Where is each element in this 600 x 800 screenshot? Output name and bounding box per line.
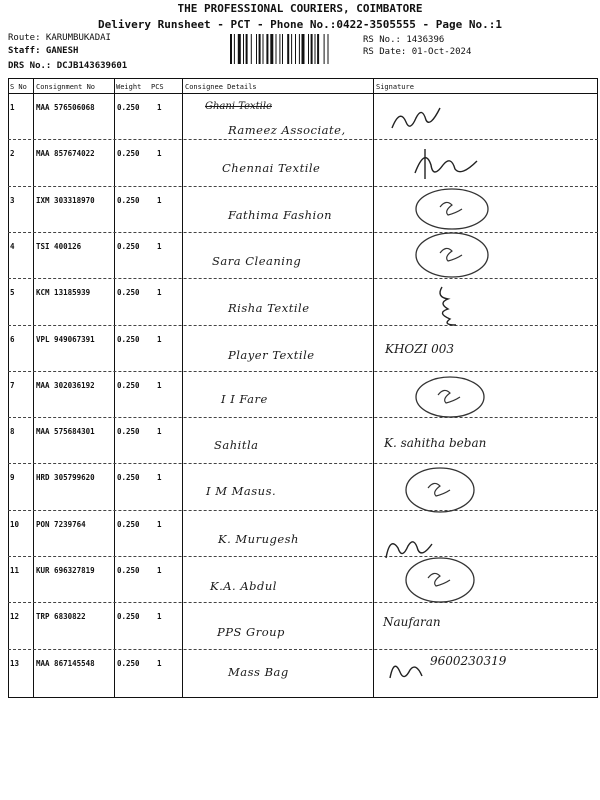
column-divider xyxy=(114,79,115,698)
row-consignee: Chennai Textile xyxy=(222,161,321,176)
column-divider xyxy=(373,79,374,698)
staff-label: Staff: GANESH xyxy=(8,46,79,56)
row-weight: 0.250 xyxy=(117,103,140,112)
row-sno: 2 xyxy=(10,149,15,159)
route-label: Route: KARUMBUKADAI xyxy=(8,33,111,43)
row-divider xyxy=(8,371,598,372)
row-weight: 0.250 xyxy=(117,380,140,390)
row-pcs: 1 xyxy=(157,334,162,344)
row-weight: 0.250 xyxy=(117,658,140,668)
row-divider xyxy=(8,649,598,650)
row-divider xyxy=(8,186,598,187)
signature-stamp xyxy=(402,554,478,606)
row-pcs: 1 xyxy=(157,241,162,251)
row-consignment-no: TRP 6830822 xyxy=(36,612,86,622)
row-divider xyxy=(8,139,598,140)
row-consignment-no: MAA 575684301 xyxy=(36,427,95,437)
row-consignee: Mass Bag xyxy=(228,664,289,679)
signature-stamp xyxy=(402,464,478,516)
column-header-signature: Signature xyxy=(376,83,414,91)
signature-stamp xyxy=(412,229,492,281)
row-consignee: Sahitla xyxy=(214,438,259,453)
row-sno: 3 xyxy=(10,195,15,205)
row-signature: Naufaran xyxy=(383,615,441,630)
row-consignment-no: KUR 696327819 xyxy=(36,566,95,575)
barcode xyxy=(230,34,356,64)
row-weight: 0.250 xyxy=(117,473,140,483)
column-divider xyxy=(182,79,183,698)
row-weight: 0.250 xyxy=(117,288,140,298)
row-sno: 5 xyxy=(10,288,15,298)
column-header-sno: S No xyxy=(10,83,27,91)
row-weight: 0.250 xyxy=(117,427,140,437)
row-divider xyxy=(8,417,598,418)
row-pcs: 1 xyxy=(157,658,162,668)
row-sno: 9 xyxy=(10,473,15,483)
row-signature: 9600230319 xyxy=(430,653,507,668)
signature-stamp xyxy=(412,185,492,233)
row-consignment-no: MAA 857674022 xyxy=(36,149,95,159)
column-header-consignment: Consignment No xyxy=(36,83,96,91)
document-subtitle: Delivery Runsheet - PCT - Phone No.:0422-3505555 - Page No.:1 xyxy=(98,18,502,31)
row-consignee: Fathima Fashion xyxy=(228,207,333,222)
row-weight: 0.250 xyxy=(117,519,140,529)
row-sno: 11 xyxy=(10,566,20,575)
rs-date: RS Date: 01-Oct-2024 xyxy=(363,47,472,57)
row-weight: 0.250 xyxy=(117,149,140,159)
signature-scribble xyxy=(384,652,424,686)
row-signature: K. sahitha beban xyxy=(384,436,487,451)
row-sno: 4 xyxy=(10,241,15,251)
row-consignee: I I Fare xyxy=(221,391,268,406)
row-pcs: 1 xyxy=(157,473,162,483)
table-right-border xyxy=(597,79,598,698)
row-sno: 7 xyxy=(10,380,15,390)
row-pcs: 1 xyxy=(157,288,162,298)
row-pcs: 1 xyxy=(157,103,162,112)
row-sno: 1 xyxy=(10,103,15,112)
row-consignment-no: TSI 400126 xyxy=(36,241,82,251)
table-left-border xyxy=(8,79,9,698)
signature-scribble xyxy=(388,100,448,138)
row-consignment-no: MAA 576506068 xyxy=(36,103,95,112)
row-consignee: Player Textile xyxy=(228,347,315,362)
row-consignee: K.A. Abdul xyxy=(210,579,277,593)
row-signature: KHOZI 003 xyxy=(385,341,455,356)
row-consignment-no: VPL 949067391 xyxy=(36,334,95,344)
row-consignment-no: PON 7239764 xyxy=(36,519,86,529)
row-weight: 0.250 xyxy=(117,334,140,344)
row-divider xyxy=(8,463,598,464)
row-pcs: 1 xyxy=(157,380,162,390)
row-consignment-no: MAA 867145548 xyxy=(36,658,95,668)
row-sno: 8 xyxy=(10,427,15,437)
drs-number: DRS No.: DCJB143639601 xyxy=(8,61,128,71)
row-sno: 13 xyxy=(10,658,20,668)
row-consignee: PPS Group xyxy=(217,625,285,640)
row-sno: 10 xyxy=(10,519,20,529)
header-bottom-border xyxy=(8,93,598,94)
signature-scribble xyxy=(422,283,462,329)
signature-stamp xyxy=(412,373,488,421)
column-divider xyxy=(33,79,34,698)
column-header-consignee: Consignee Details xyxy=(185,83,257,91)
row-divider xyxy=(8,556,598,557)
row-consignee: Rameez Associate, xyxy=(228,123,346,137)
struck-consignee: Ghani Textile xyxy=(205,101,272,112)
row-consignment-no: IXM 303318970 xyxy=(36,195,95,205)
row-consignee: K. Murugesh xyxy=(218,531,299,546)
signature-scribble xyxy=(405,143,485,189)
row-consignee: Sara Cleaning xyxy=(212,253,302,268)
row-divider xyxy=(8,602,598,603)
document-title: THE PROFESSIONAL COURIERS, COIMBATORE xyxy=(177,2,423,15)
rs-number: RS No.: 1436396 xyxy=(363,35,445,45)
row-pcs: 1 xyxy=(157,195,162,205)
column-header-pcs: PCS xyxy=(151,83,164,91)
row-weight: 0.250 xyxy=(117,612,140,622)
row-divider xyxy=(8,325,598,326)
row-pcs: 1 xyxy=(157,612,162,622)
row-consignment-no: KCM 13185939 xyxy=(36,288,91,298)
row-consignee: I M Masus. xyxy=(206,484,277,499)
row-sno: 6 xyxy=(10,334,15,344)
table-bottom-border xyxy=(8,697,598,698)
row-pcs: 1 xyxy=(157,566,162,575)
table-top-border xyxy=(8,78,598,79)
row-pcs: 1 xyxy=(157,149,162,159)
row-pcs: 1 xyxy=(157,427,162,437)
row-consignment-no: MAA 302036192 xyxy=(36,380,95,390)
row-pcs: 1 xyxy=(157,519,162,529)
row-weight: 0.250 xyxy=(117,241,140,251)
row-divider xyxy=(8,510,598,511)
row-consignment-no: HRD 305799620 xyxy=(36,473,95,483)
row-sno: 12 xyxy=(10,612,20,622)
row-weight: 0.250 xyxy=(117,195,140,205)
row-consignee: Risha Textile xyxy=(228,301,310,316)
row-divider xyxy=(8,278,598,279)
row-weight: 0.250 xyxy=(117,566,140,575)
column-header-weight: Weight xyxy=(116,83,142,91)
row-divider xyxy=(8,232,598,233)
